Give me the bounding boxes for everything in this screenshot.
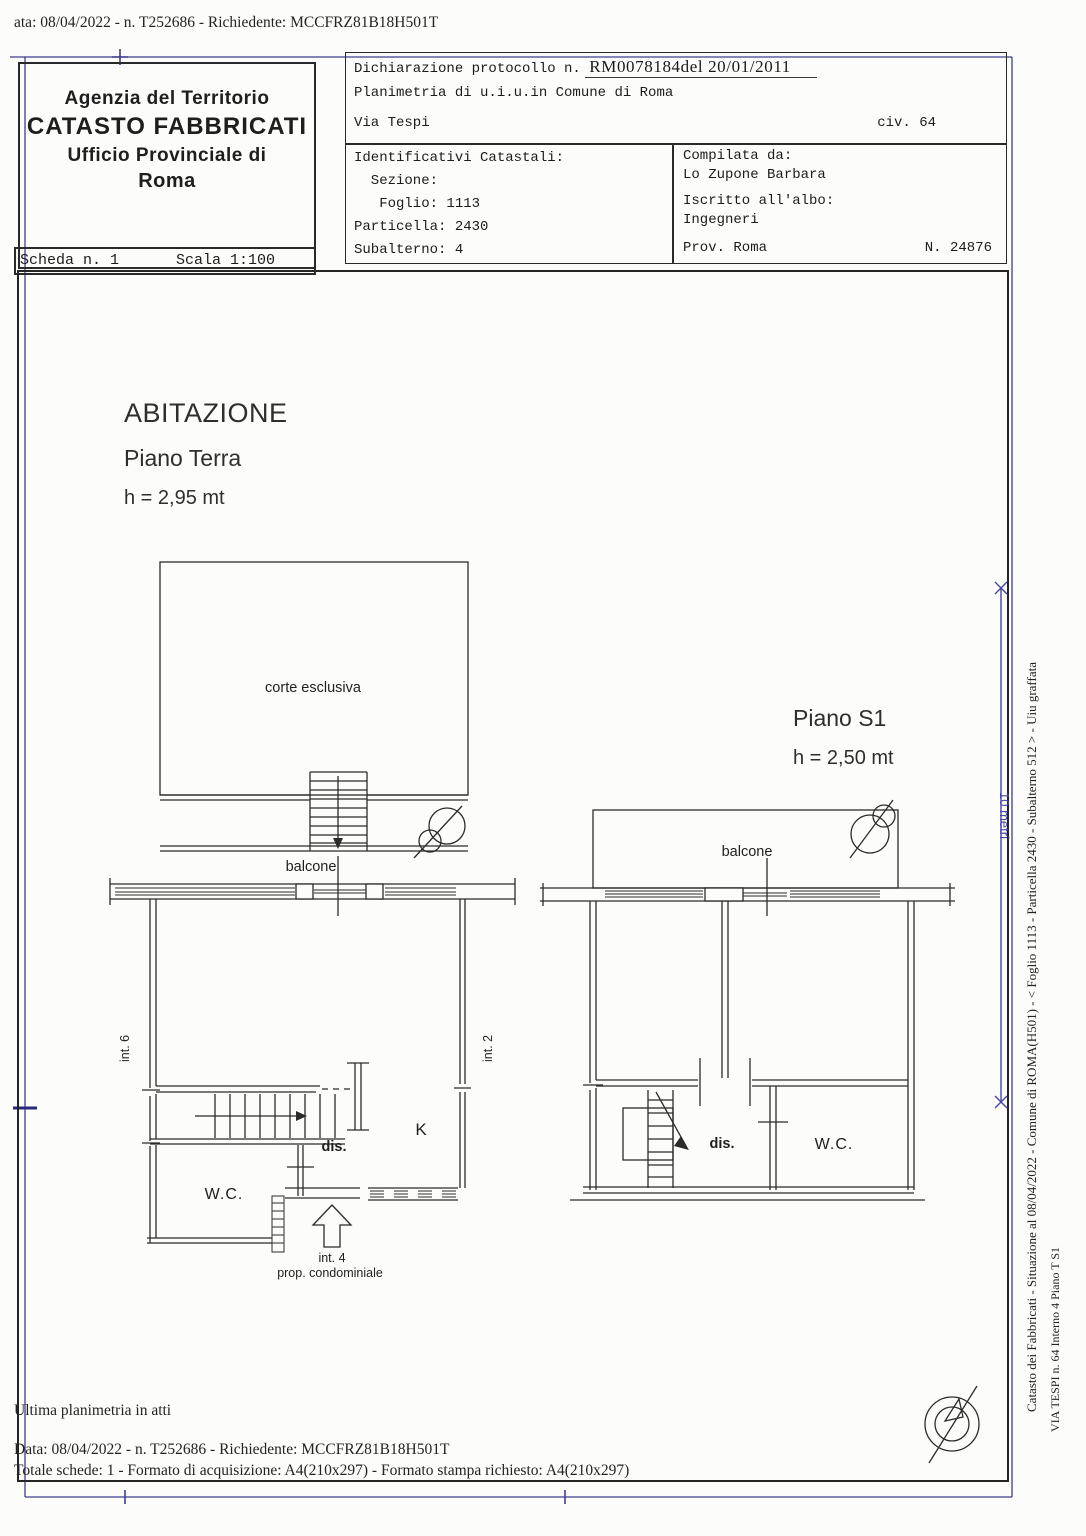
subalterno-row: Subalterno: 4 [354, 242, 464, 258]
office-city: Roma [138, 169, 196, 192]
label-prop-condominiale: prop. condominiale [277, 1266, 383, 1280]
plan-terra-title-block [124, 398, 288, 510]
unit-label-int4: int. 4 [318, 1251, 346, 1265]
room-label-corte: corte esclusiva [265, 680, 361, 696]
footer-data-line: Data: 08/04/2022 - n. T252686 - Richiedente: MCCFRZ81B18H501T [14, 1441, 450, 1458]
hatched-wall [272, 1196, 284, 1252]
albo-label: Iscritto all'albo: [683, 193, 835, 209]
unit-label-int6: int. 6 [118, 1034, 132, 1062]
entrance-arrow-icon [313, 1205, 351, 1247]
compilata-name: Lo Zupone Barbara [683, 167, 826, 183]
margin-reference-line: Catasto dei Fabbricati - Situazione al 08/04/2022 - Comune di ROMA(H501) - < Foglio 1113 - Particella 2430 - Subalterno 512 > - Uiu graffata [1024, 662, 1039, 1412]
declaration-box [345, 52, 1007, 145]
scale-bar-label: 10 metri [997, 792, 1012, 839]
albo-value: Ingegneri [683, 212, 759, 228]
tree-icon-s1 [850, 800, 895, 858]
compilata-title: Compilata da: [683, 148, 793, 164]
protocol-label: Dichiarazione protocollo n. [354, 61, 581, 77]
identificativi-title: Identificativi Catastali: [354, 150, 565, 166]
agency-name: Agenzia del Territorio [64, 88, 270, 109]
street-name: Via Tespi [354, 115, 430, 131]
prov-value: Prov. Roma [683, 240, 768, 256]
dwelling-type-title: ABITAZIONE [124, 398, 288, 428]
compilata-box [672, 143, 1007, 264]
footer-totale-line: Totale schede: 1 - Formato di acquisizione: A4(210x297) - Formato stampa richiesto: A4(210x297) [14, 1462, 630, 1479]
plan-piano-s1 [540, 800, 955, 1200]
planimetria-line: Planimetria di u.i.u.in Comune di Roma [354, 85, 674, 101]
floor-name-s1: Piano S1 [793, 705, 887, 731]
interior-stairs-terra [150, 1094, 345, 1144]
foglio-row: Foglio: 1113 [354, 196, 481, 212]
margin-address-line: VIA TESPI n. 64 Interno 4 Piano T S1 [1048, 1246, 1062, 1432]
scheda-number: Scheda n. 1 [20, 252, 120, 269]
room-label-wc-terra: W.C. [204, 1186, 244, 1203]
unit-label-int2: int. 2 [481, 1034, 495, 1062]
particella-row: Particella: 2430 [354, 219, 489, 235]
plan-piano-terra [110, 562, 515, 1252]
identificativi-box [345, 143, 674, 264]
room-label-dis-terra: dis. [321, 1139, 347, 1155]
interior-stairs-s1 [623, 1090, 689, 1188]
tree-icon [414, 806, 465, 858]
ceiling-height-terra: h = 2,95 mt [124, 487, 225, 509]
scheda-box [14, 247, 316, 275]
requester-line: ata: 08/04/2022 - n. T252686 - Richiedente: MCCFRZ81B18H501T [14, 14, 439, 31]
window-band-s1 [540, 858, 955, 916]
footer-ultima-line: Ultima planimetria in atti [14, 1402, 172, 1419]
exterior-stairs [310, 772, 367, 851]
albo-number: N. 24876 [924, 240, 992, 256]
catasto-title: CATASTO FABBRICATI [26, 113, 308, 141]
sezione-row: Sezione: [354, 173, 439, 189]
room-label-wc-s1: W.C. [814, 1136, 854, 1153]
room-label-dis-s1: dis. [709, 1136, 735, 1152]
compass-rose-icon [925, 1386, 979, 1463]
ceiling-height-s1: h = 2,50 mt [793, 747, 894, 769]
scale-bar [995, 582, 1007, 1108]
room-label-balcone-s1: balcone [721, 844, 773, 860]
scala-value: Scala 1:100 [176, 252, 276, 269]
agency-header-box [18, 62, 316, 269]
office-line: Ufficio Provinciale di [67, 144, 267, 166]
room-label-k: K [415, 1120, 427, 1139]
plan-s1-title-block [793, 705, 894, 770]
floor-name-terra: Piano Terra [124, 445, 242, 471]
room-label-balcone-terra: balcone [285, 859, 337, 875]
civic-number: civ. 64 [877, 115, 936, 131]
protocol-value: RM0078184del 20/01/2011 [585, 57, 817, 78]
